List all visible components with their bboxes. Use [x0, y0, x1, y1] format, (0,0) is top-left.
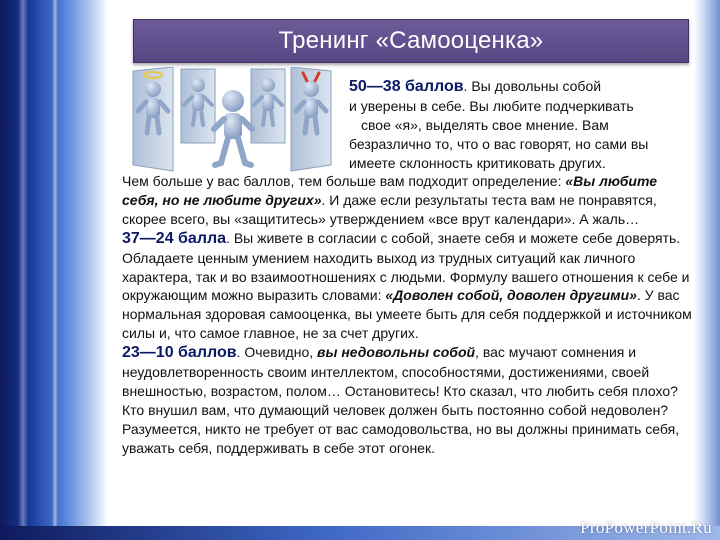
left-decorative-band — [0, 0, 108, 540]
back-right-mirror-panel — [251, 69, 285, 143]
left-mirror-panel — [133, 67, 173, 171]
title-bar — [133, 19, 689, 63]
back-left-mirror-panel — [181, 69, 215, 143]
right-decorative-band — [694, 0, 720, 540]
score-range-high: 50—38 баллов — [349, 78, 464, 95]
score-range-mid: 37—24 балла — [122, 229, 227, 247]
right-mirror-panel — [291, 67, 331, 171]
band-highlight — [52, 0, 58, 540]
mirror-figures-illustration — [131, 67, 333, 183]
result-mid-paragraph: 37—24 балла. Вы живете в согласии с собой, знаете себя и можете себе доверять. Обладаете ценным умением находить выход из трудных ситуаций как личного характера, так и во взаимоотношениях с людьми. Формулу вашего отношения к себе и окружающим можно выразить словами: «Доволен собой, доволен другими». У вас нормальная здоровая самооценка, вы умеете быть для себя поддержкой и источником силы и, что самое главное, не за счет других. — [122, 229, 692, 342]
main-text — [122, 172, 694, 458]
slide-title: Тренинг «Самооценка» — [278, 27, 544, 54]
band-highlight — [18, 0, 28, 540]
central-figure-icon — [214, 90, 252, 165]
watermark: ProPowerPoint.Ru — [580, 518, 712, 537]
result-high-text: 50—38 баллов. Вы довольны собой и уверены в себе. Вы любите подчеркивать свое «я», выделять свое мнение. Вам безразлично то, что о вас говорят, но сами вы имеете склонность критиковать других. — [349, 78, 649, 171]
score-range-low: 23—10 баллов — [122, 344, 237, 362]
summary-paragraph: Чем больше у вас баллов, тем больше вам подходит определение: «Вы любите себя, но не любите других». И даже если результаты теста вам не понравятся, скорее всего, вы «защититесь» утверждением «все врут календари». А жаль… — [122, 173, 658, 227]
result-low-paragraph: 23—10 баллов. Очевидно, вы недовольны собой, вас мучают сомнения и неудовлетворенность своим интеллектом, способностями, достижениями, своей внешностью, возрастом, полом… Остановитесь! Кто сказал, что любить себя плохо? Кто внушил вам, что думающий человек должен быть постоянно собой недоволен? Разумеется, никто не требует от вас самодовольства, но вы должны принимать себя, уважать себя, поддерживать в себе этот огонек. — [122, 344, 680, 456]
